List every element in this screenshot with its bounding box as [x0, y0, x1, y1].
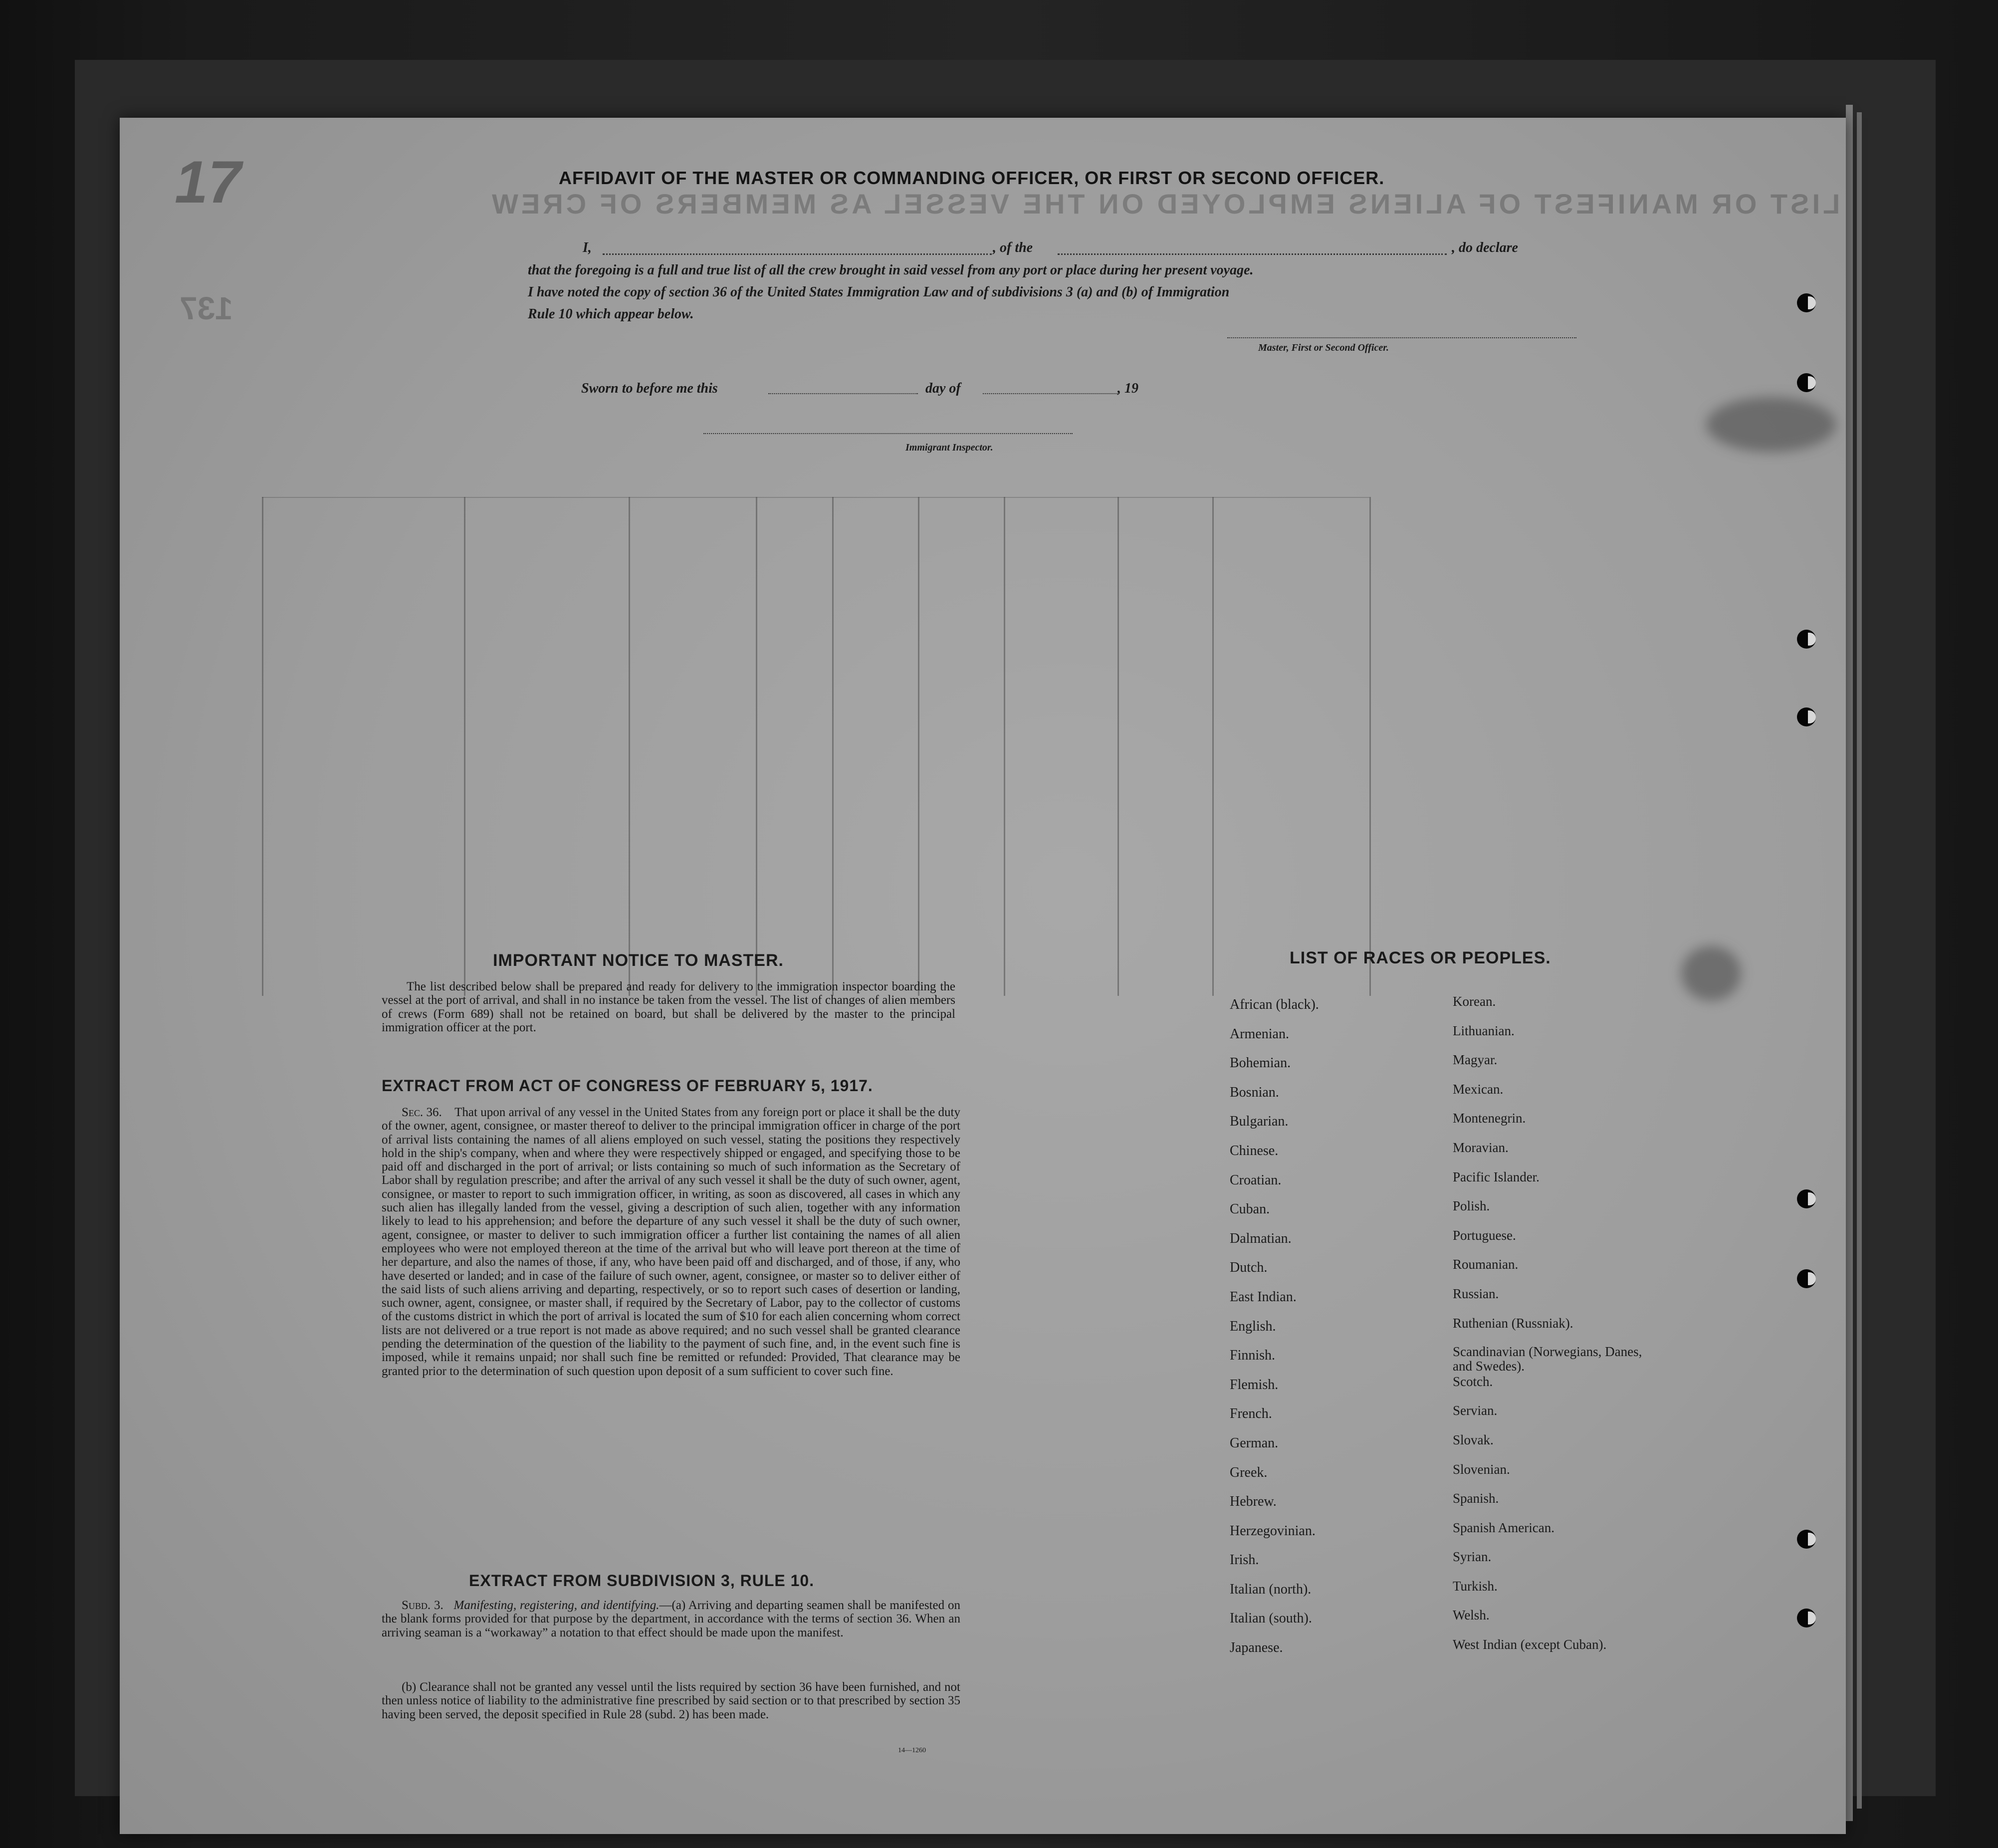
race-item: Scotch. — [1453, 1374, 1493, 1389]
race-item: Welsh. — [1453, 1608, 1490, 1623]
section-36-body: That upon arrival of any vessel in the United States from any foreign port or place it shall be the duty of the owner, agent, consignee, or master thereof to deliver to the principal immigration officer in charge of the port of arrival lists containing the names of all aliens employed on such vessel, stating the positions they respectively hold in the ship's company, when and where they were respectively shipped or engaged, and specifying those to be paid off and discharged in the port of arrival; or lists containing so much of such information as the Secretary of Labor shall by regulation prescribe; and after the arrival of any such vessel it shall be the duty of such owner, agent, consignee, or master to report to such immigration officer, in writing, as soon as discovered, all cases in which any such alien has illegally landed from the vessel, giving a description of such alien, together with any information likely to lead to his apprehension; and before the departure of any such vessel it shall be the duty of such owner, agent, consignee, or master to deliver to such immigration officer a further list containing the names of all alien employees who were not employed thereon at the time of the arrival but who will leave port thereon at the time of her departure, and also the names of those, if any, who have been paid off and discharged, and of those, if any, who have deserted or landed; and in case of the failure of such owner, agent, consignee, or master so to deliver either of the said lists of such aliens arriving and departing, respectively, or so to report such cases of desertion or landing, such owner, agent, consignee, or master shall, if required by the Secretary of Labor, pay to the collector of customs of the customs district in which the port of arrival is located the sum of $10 for each alien concerning whom correct lists are not delivered or a true report is not made as above required; and no such vessel shall be granted clearance pending the determination of the question of the liability to the payment of such fine, and, in the event such fine is imposed, while it remains unpaid; nor shall such fine be remitted or refunded: Provided, That clearance may be granted prior to the determination of such question upon deposit of a sum sufficient to cover such fine. — [382, 1106, 961, 1378]
race-item: German. — [1230, 1435, 1279, 1451]
binder-hole — [1797, 707, 1816, 726]
races-list-column-2 — [1453, 994, 1662, 1666]
binder-hole — [1797, 373, 1816, 392]
master-signature-caption: Master, First or Second Officer. — [1258, 342, 1389, 353]
race-item: Flemish. — [1230, 1377, 1279, 1392]
ink-smudge — [1706, 397, 1836, 452]
race-item: Dutch. — [1230, 1260, 1268, 1276]
race-item: Syrian. — [1453, 1549, 1492, 1565]
ghost-header-rule — [262, 497, 1369, 498]
races-heading: LIST OF RACES OR PEOPLES. — [1290, 948, 1551, 967]
race-item: Irish. — [1230, 1552, 1259, 1568]
section-label: Sec. 36. — [402, 1106, 442, 1119]
ghost-column-rule — [629, 497, 630, 996]
binder-hole — [1797, 1189, 1816, 1208]
ghost-column-rule — [1212, 497, 1214, 996]
race-item: Spanish. — [1453, 1491, 1499, 1506]
notice-text: The list described below shall be prepared and ready for delivery to the immigration inspector boarding the vessel at the port of arrival, and shall in no instance be taken from the vessel. The list of changes of alien members of crews (Form 689) shall not be retained on board, but shall be delivered by the master to the principal immigration officer at the port. — [382, 980, 955, 1034]
sworn-day-blank — [768, 393, 918, 394]
affidavit-text-line4: Rule 10 which appear below. — [528, 306, 694, 322]
affidavit-title: AFFIDAVIT OF THE MASTER OR COMMANDING OFFICER, OR FIRST OR SECOND OFFICER. — [559, 168, 1385, 188]
ghost-page-number: 17 — [175, 149, 241, 216]
race-item: Herzegovinian. — [1230, 1523, 1316, 1539]
affidavit-text-line2: that the foregoing is a full and true list of all the crew brought in said vessel from any port or place during her present voyage. — [528, 262, 1254, 278]
race-item: Lithuanian. — [1453, 1023, 1515, 1038]
race-item: Bulgarian. — [1230, 1114, 1289, 1130]
race-item: English. — [1230, 1318, 1276, 1334]
race-item: East Indian. — [1230, 1289, 1297, 1305]
race-item: Russian. — [1453, 1286, 1499, 1301]
sworn-month-blank — [983, 393, 1117, 394]
ghost-column-rule — [1117, 497, 1119, 996]
race-item: Slovak. — [1453, 1432, 1494, 1447]
binder-hole — [1797, 1609, 1816, 1627]
master-signature-line — [1227, 337, 1576, 338]
affidavit-of-the: , of the — [993, 240, 1033, 255]
ghost-column-rule — [262, 497, 263, 996]
subdivision-3a-body: —(a) Arriving and departing seamen shall be manifested on the blank forms provided for that purpose by the department, in accordance with the terms of section 36. When an arriving seaman is a “workaway” a notation to that effect should be made upon the manifest. — [382, 1599, 960, 1639]
binder-hole — [1797, 630, 1816, 649]
day-of-text: day of — [925, 381, 961, 396]
ghost-column-rule — [832, 497, 834, 996]
race-item: African (black). — [1230, 997, 1319, 1012]
race-item: Moravian. — [1453, 1140, 1509, 1155]
race-item: Croatian. — [1230, 1172, 1282, 1188]
race-item: Japanese. — [1230, 1640, 1283, 1656]
form-number: 14—1260 — [898, 1747, 926, 1754]
extract-rule-heading: EXTRACT FROM SUBDIVISION 3, RULE 10. — [469, 1572, 815, 1590]
sheet-edge — [1857, 112, 1862, 1809]
race-item: Pacific Islander. — [1453, 1169, 1540, 1184]
race-item: Spanish American. — [1453, 1520, 1554, 1535]
race-item: Bosnian. — [1230, 1084, 1279, 1100]
race-item: Mexican. — [1453, 1081, 1504, 1097]
race-item: Portuguese. — [1453, 1227, 1516, 1243]
race-item: Ruthenian (Russniak). — [1453, 1315, 1573, 1331]
race-item: Korean. — [1453, 994, 1496, 1009]
race-item: West Indian (except Cuban). — [1453, 1637, 1607, 1652]
ghost-column-rule — [756, 497, 757, 996]
ghost-column-rule — [1369, 497, 1371, 996]
section-36-text — [382, 1106, 960, 1378]
notice-heading: IMPORTANT NOTICE TO MASTER. — [493, 951, 784, 970]
race-item: Turkish. — [1453, 1578, 1498, 1594]
name-blank — [603, 253, 992, 255]
binder-hole — [1797, 1530, 1816, 1549]
binder-hole — [1797, 293, 1816, 312]
race-item: Italian (south). — [1230, 1611, 1312, 1626]
race-item: Roumanian. — [1453, 1257, 1519, 1272]
race-item: Armenian. — [1230, 1026, 1289, 1042]
race-item: Servian. — [1453, 1403, 1498, 1418]
race-item: Polish. — [1453, 1198, 1490, 1214]
subdivision-title: Manifesting, registering, and identifying. — [453, 1599, 660, 1612]
affidavit-text-line3: I have noted the copy of section 36 of the United States Immigration Law and of subdivisions 3 (a) and (b) of Immigration — [528, 284, 1230, 300]
sheet-edge — [1846, 105, 1853, 1821]
race-item: Dalmatian. — [1230, 1230, 1292, 1246]
ghost-column-rule — [1004, 497, 1005, 996]
sworn-text: Sworn to before me this — [581, 381, 718, 396]
inspector-caption: Immigrant Inspector. — [905, 442, 993, 453]
vessel-blank — [1058, 253, 1447, 255]
extract-act-heading: EXTRACT FROM ACT OF CONGRESS OF FEBRUARY 5, 1917. — [382, 1077, 873, 1095]
subdivision-3b-text: (b) Clearance shall not be granted any vessel until the lists required by section 36 have been furnished, and not then unless notice of liability to the administrative fine prescribed by said section or to that prescribed by section 35 having been served, the deposit specified in Rule 28 (subd. 2) has been made. — [382, 1680, 960, 1721]
race-item: Montenegrin. — [1453, 1111, 1526, 1126]
race-item: Hebrew. — [1230, 1494, 1277, 1510]
year-prefix: , 19 — [1117, 381, 1138, 396]
ghost-manifest-title: LIST OR MANIFEST OF ALIENS EMPLOYED ON THE VESSEL AS MEMBERS OF CREW — [489, 188, 1840, 220]
ghost-column-rule — [918, 497, 919, 996]
race-item: Chinese. — [1230, 1143, 1279, 1158]
document-page — [120, 118, 1846, 1834]
subdivision-label: Subd. 3. — [402, 1599, 444, 1612]
ink-smudge — [1681, 946, 1741, 1001]
subdivision-3a-text — [382, 1599, 960, 1639]
race-item: Magyar. — [1453, 1052, 1498, 1068]
affidavit-declare: , do declare — [1452, 240, 1518, 255]
inspector-signature-line — [703, 433, 1073, 434]
ghost-column-rule — [464, 497, 465, 996]
ghost-sheet-number: 137 — [180, 290, 233, 326]
race-item: Italian (north). — [1230, 1581, 1312, 1597]
race-item: Bohemian. — [1230, 1055, 1291, 1071]
race-item: Finnish. — [1230, 1348, 1276, 1364]
races-list-column-1 — [1230, 997, 1319, 1669]
race-item: Greek. — [1230, 1464, 1268, 1480]
binder-hole — [1797, 1269, 1816, 1288]
race-item: Scandinavian (Norwegians, Danes, and Swedes). — [1453, 1344, 1642, 1374]
race-item: Slovenian. — [1453, 1461, 1510, 1477]
race-item: French. — [1230, 1406, 1272, 1422]
race-item: Cuban. — [1230, 1201, 1270, 1217]
affidavit-i: I, — [583, 240, 592, 255]
